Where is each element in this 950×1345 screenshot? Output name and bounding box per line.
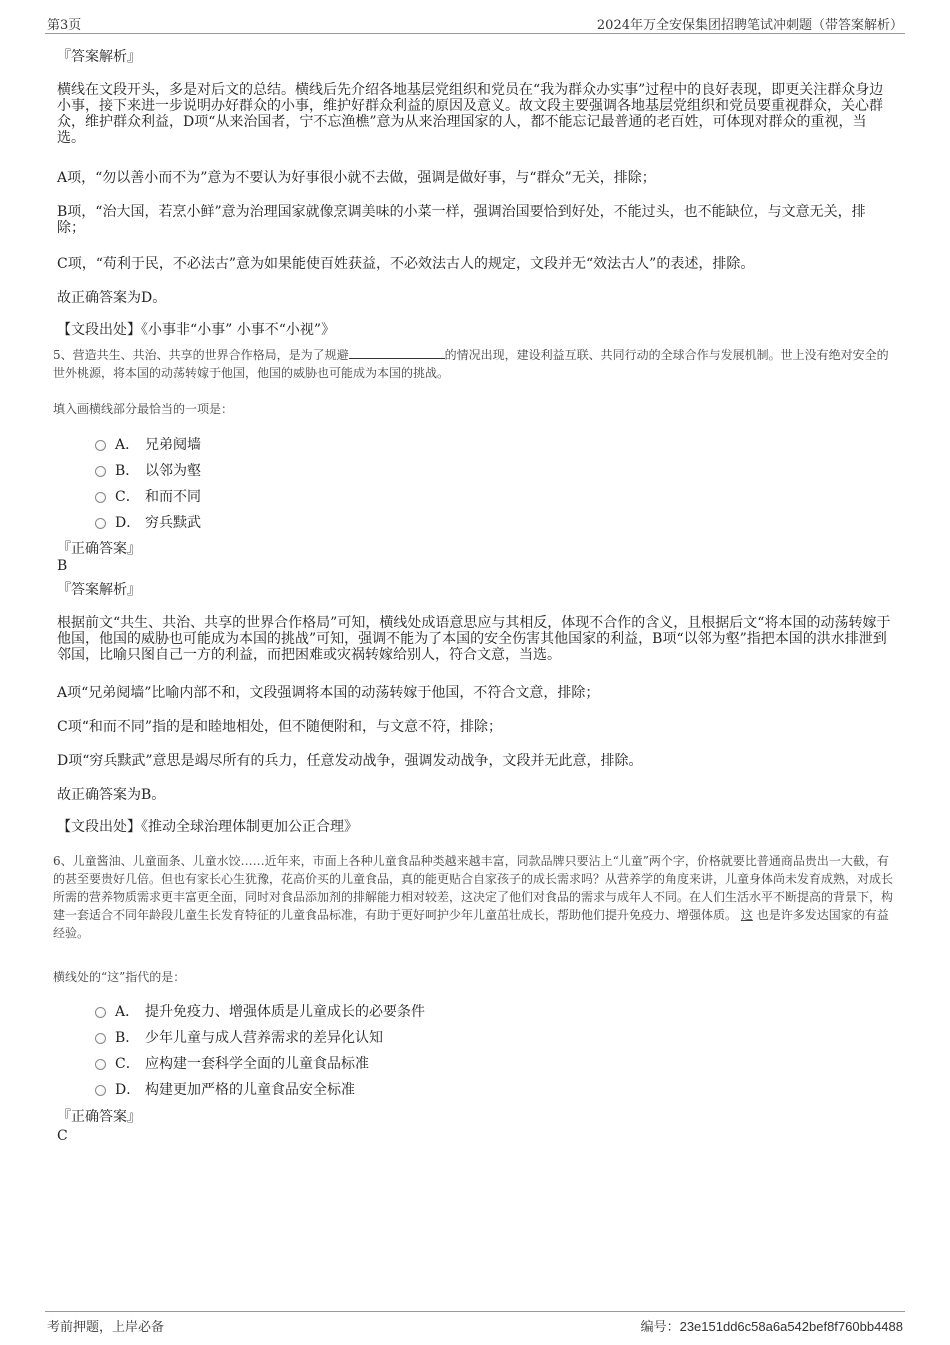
q5-option-c[interactable]: C． 和而不同 — [95, 484, 930, 510]
q4-analysis-label: 『答案解析』 — [57, 49, 141, 65]
radio-button[interactable] — [95, 1033, 106, 1044]
radio-button[interactable] — [95, 466, 106, 477]
q5-analysis-paragraph-2: A项“兄弟阋墙”比喻内部不和，文段强调将本国的动荡转嫁于他国，不符合文意，排除； — [57, 685, 600, 701]
q6-prompt: 横线处的“这”指代的是： — [53, 970, 186, 984]
page-number: 第3页 — [47, 18, 82, 33]
q5-conclusion: 故正确答案为B。 — [57, 787, 166, 803]
q5-option-b[interactable]: B． 以邻为壑 — [95, 458, 930, 484]
q5-correct-label: 『正确答案』 — [57, 541, 141, 557]
q6-option-c[interactable]: C． 应构建一套科学全面的儿童食品标准 — [95, 1051, 930, 1077]
radio-button[interactable] — [95, 440, 106, 451]
radio-button[interactable] — [95, 1059, 106, 1070]
q5-analysis-paragraph-1: 根据前文“共生、共治、共享的世界合作格局”可知，横线处成语意思应与其相反，体现不合作的含义，且根据后文“将本国的动荡转嫁于他国，他国的威胁也可能成为本国的挑战”可知，强调不能为了本国的安全伤害其他国家的利益，B项“以邻为壑”指把本国的洪水排泄到邻国，比喻只图自己一方的利益，而把困难或灾祸转嫁给别人，符合文意，当选。 — [57, 615, 891, 663]
radio-button[interactable] — [95, 518, 106, 529]
document-title: 2024年万全安保集团招聘笔试冲刺题（带答案解析） — [596, 18, 903, 33]
q6-option-b[interactable]: B． 少年儿童与成人营养需求的差异化认知 — [95, 1025, 930, 1051]
q5-analysis-paragraph-4: D项“穷兵黩武”意思是竭尽所有的兵力，任意发动战争，强调发动战争，文段并无此意，排除。 — [57, 753, 643, 769]
q5-correct-answer: B — [57, 558, 68, 574]
radio-button[interactable] — [95, 1085, 106, 1096]
radio-button[interactable] — [95, 1007, 106, 1018]
q5-source: 【文段出处】《推动全球治理体制更加公正合理》 — [57, 819, 358, 835]
footer-serial: 编号：23e151dd6c58a6a542bef8f760bb4488 — [640, 1319, 903, 1335]
q5-option-a[interactable]: A． 兄弟阋墙 — [95, 432, 930, 458]
footer-tip: 考前押题，上岸必备 — [47, 1320, 165, 1335]
q6-correct-label: 『正确答案』 — [57, 1109, 141, 1125]
q6-correct-answer: C — [57, 1128, 68, 1144]
radio-button[interactable] — [95, 492, 106, 503]
answer-blank — [349, 347, 445, 359]
q5-question-text: 5、营造共生、共治、共享的世界合作格局，是为了规避 的情况出现，建设利益互联、共同行动的全球合作与发展机制。世上没有绝对安全的世外桃源，将本国的动荡转嫁于他国，他国的威胁也可能成为本国的挑战。 — [53, 348, 889, 380]
underlined-word: 这 — [740, 908, 753, 922]
q5-option-d[interactable]: D． 穷兵黩武 — [95, 510, 930, 536]
q4-source: 【文段出处】《小事非“小事” 小事不“小视”》 — [57, 322, 336, 338]
q4-analysis-paragraph-1: 横线在文段开头，多是对后文的总结。横线后先介绍各地基层党组织和党员在“我为群众办实事”过程中的良好表现，即更关注群众身边小事，接下来进一步说明办好群众的小事，维护好群众利益的原因及意义。故文段主要强调各地基层党组织和党员要重视群众，关心群众，维护群众利益，D项“从来治国者，宁不忘渔樵”意为从来治理国家的人，都不能忘记最普通的老百姓，可体现对群众的重视，当选。 — [57, 82, 884, 146]
q6-options — [95, 999, 930, 1103]
q4-analysis-paragraph-3: B项，“治大国，若烹小鲜”意为治理国家就像烹调美味的小菜一样，强调治国要恰到好处，不能过头，也不能缺位，与文意无关，排除； — [57, 204, 866, 236]
q6-question-text: 6、儿童酱油、儿童面条、儿童水饺……近年来，市面上各种儿童食品种类越来越丰富，同款品牌只要沾上“儿童”两个字，价格就要比普通商品贵出一大截，有的甚至要贵好几倍。但也有家长心生犹豫，花高价买的儿童食品，真的能更贴合自家孩子的成长需求吗？从营养学的角度来讲，儿童身体尚未发育成熟，对成长所需的营养物质需求更丰富更全面，同时对食品添加剂的排解能力相对较差，这决定了他们对食品的需求与成年人不同。在人们生活水平不断提高的背景下，构建一套适合不同年龄段儿童生长发育特征的儿童食品标准，有助于更好呵护少年儿童茁壮成长，帮助他们提升免疫力、增强体质。 这 也是许多发达国家的有益经验。 — [53, 854, 894, 940]
q5-analysis-label: 『答案解析』 — [57, 582, 141, 598]
q5-prompt: 填入画横线部分最恰当的一项是： — [53, 402, 234, 416]
page-header — [45, 14, 905, 34]
q4-conclusion: 故正确答案为D。 — [57, 290, 167, 306]
q6-option-a[interactable]: A． 提升免疫力、增强体质是儿童成长的必要条件 — [95, 999, 930, 1025]
page-footer — [45, 1311, 905, 1333]
q5-analysis-paragraph-3: C项“和而不同”指的是和睦地相处，但不随便附和，与文意不符，排除； — [57, 719, 503, 735]
q4-analysis-paragraph-4: C项，“苟利于民，不必法古”意为如果能使百姓获益，不必效法古人的规定，文段并无“效法古人”的表述，排除。 — [57, 256, 755, 272]
q6-option-d[interactable]: D． 构建更加严格的儿童食品安全标准 — [95, 1077, 930, 1103]
q5-options — [95, 432, 930, 536]
q4-analysis-paragraph-2: A项，“勿以善小而不为”意为不要认为好事很小就不去做，强调是做好事，与“群众”无关，排除； — [57, 170, 656, 186]
